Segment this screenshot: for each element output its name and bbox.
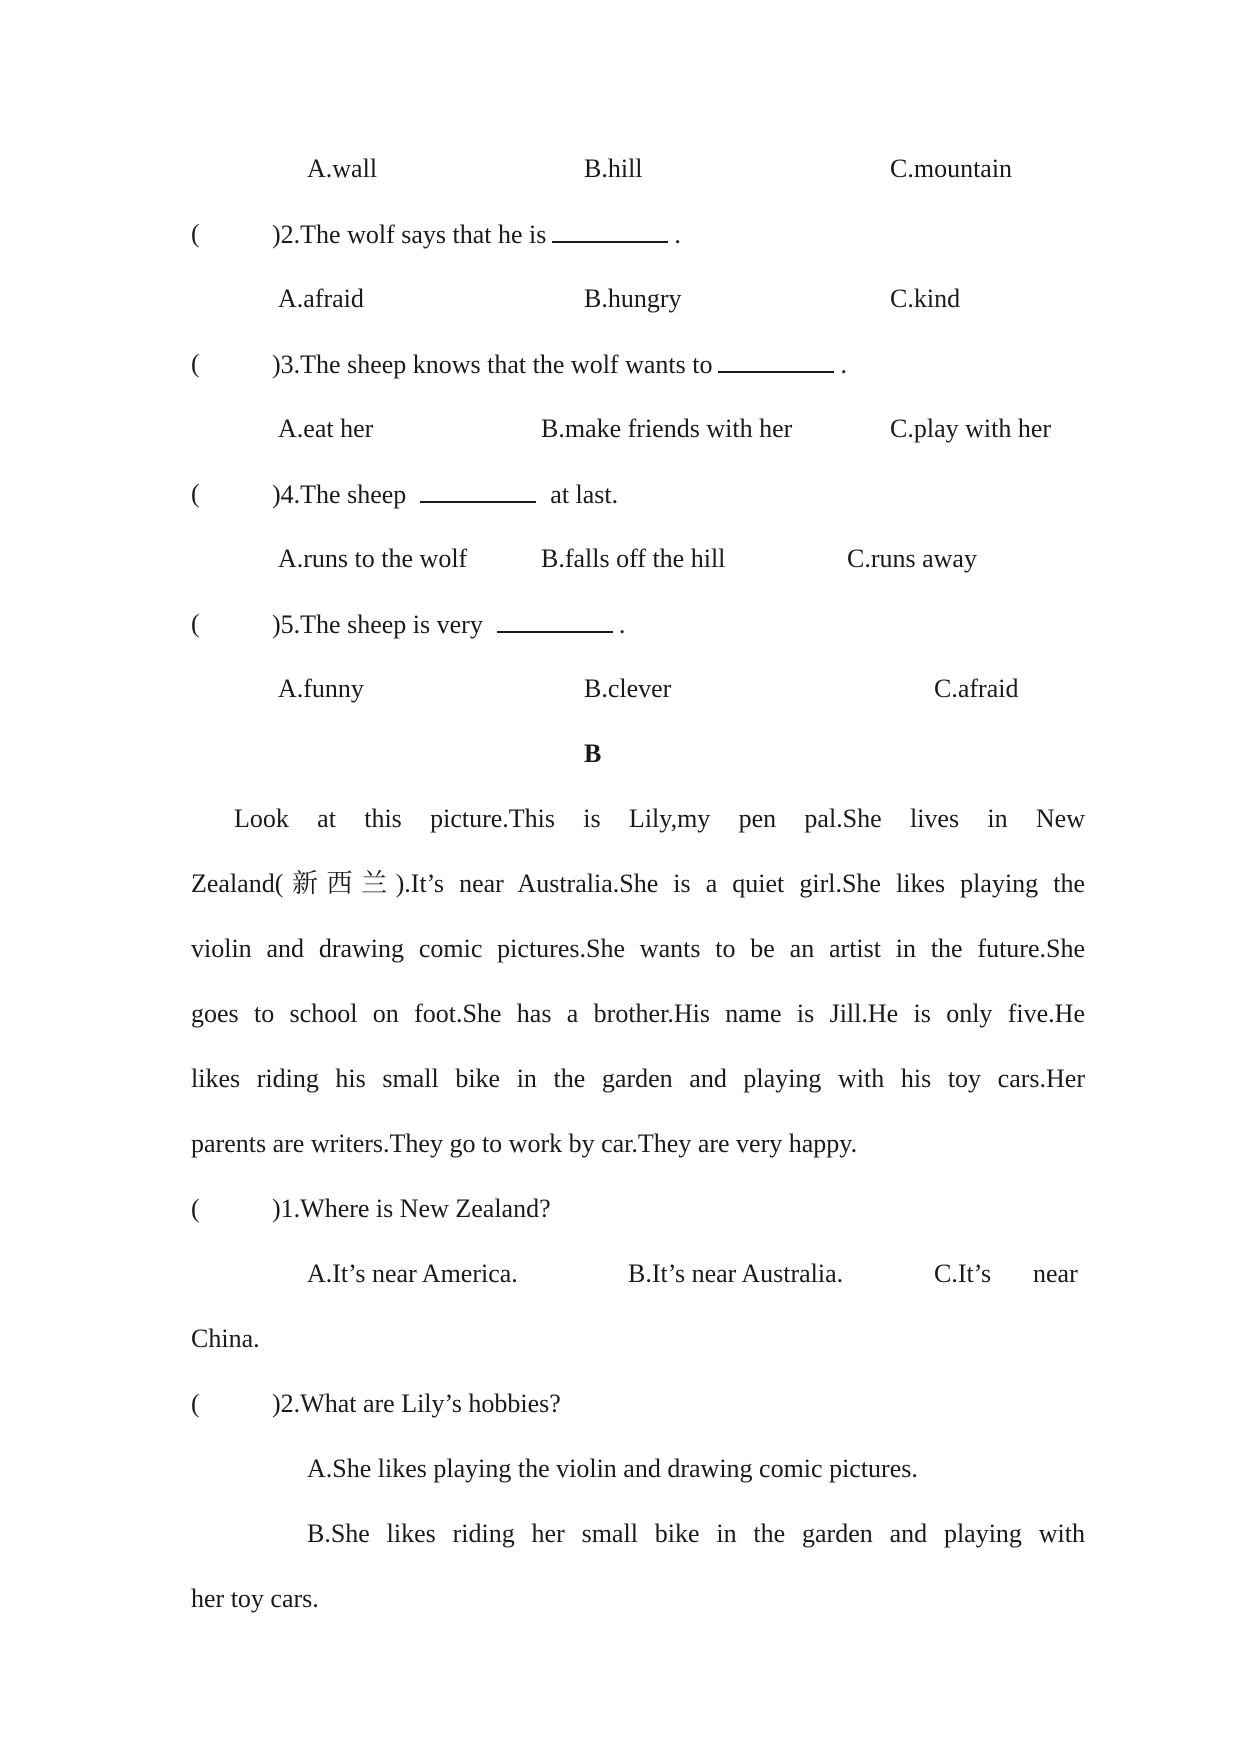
a-q3-option-c: C.play with her	[890, 414, 1052, 443]
a-q2-stem	[272, 219, 681, 250]
a-q3-option-b: B.make friends with her	[541, 414, 793, 443]
section-b-heading: B	[584, 739, 602, 768]
a-q2-option-c: C.kind	[890, 284, 961, 313]
a-q3-stem	[272, 349, 847, 380]
b-q1-option-b: B.It’s near Australia.	[628, 1259, 844, 1288]
b-q1-option-a: A.It’s near America.	[307, 1259, 518, 1288]
a-q5-text: )5.The sheep is very	[272, 610, 483, 639]
a-q3-text: )3.The sheep knows that the wolf wants to	[272, 350, 713, 379]
b-q2-option-b-continued: her toy cars.	[191, 1584, 319, 1613]
a-q3-option-a: A.eat her	[278, 414, 374, 443]
a-q4-text: )4.The sheep	[272, 480, 407, 509]
passage-line-1: Look at this picture.This is Lily,my pen pal.She lives in New	[234, 804, 1085, 833]
a-q4-answer-blank[interactable]	[420, 479, 536, 503]
a-q2-paren: (	[191, 219, 200, 248]
a-q2-option-a: A.afraid	[278, 284, 364, 313]
a-q4-after: at last.	[550, 480, 619, 509]
a-q5-answer-blank[interactable]	[497, 609, 613, 633]
a-q1-option-c: C.mountain	[890, 154, 1013, 183]
a-q5-stem	[272, 609, 625, 640]
a-q2-after: .	[674, 220, 681, 249]
passage-line-2: Zealand(新西兰).It’s near Australia.She is a quiet girl.She likes playing the	[191, 869, 1085, 898]
a-q2-text: )2.The wolf says that he is	[272, 220, 547, 249]
b-q2-paren: (	[191, 1389, 200, 1418]
passage-line-4: goes to school on foot.She has a brother.His name is Jill.He is only five.He	[191, 999, 1085, 1028]
a-q5-option-c: C.afraid	[934, 674, 1019, 703]
a-q2-answer-blank[interactable]	[552, 219, 668, 243]
a-q1-option-b: B.hill	[584, 154, 643, 183]
b-q1-option-c-continued: China.	[191, 1324, 260, 1353]
b-q1-option-c: C.It’s	[934, 1259, 992, 1288]
a-q5-after: .	[618, 610, 626, 639]
a-q4-option-a: A.runs to the wolf	[278, 544, 468, 573]
b-q2-text: )2.What are Lily’s hobbies?	[272, 1389, 561, 1418]
a-q1-option-a: A.wall	[307, 154, 378, 183]
passage-line-3: violin and drawing comic pictures.She wants to be an artist in the future.She	[191, 934, 1085, 963]
a-q5-paren: (	[191, 609, 200, 638]
a-q3-answer-blank[interactable]	[718, 349, 834, 373]
a-q4-stem	[272, 479, 618, 510]
passage-line-5: likes riding his small bike in the garden and playing with his toy cars.Her	[191, 1064, 1085, 1093]
a-q5-option-b: B.clever	[584, 674, 672, 703]
a-q4-option-c: C.runs away	[847, 544, 977, 573]
a-q3-paren: (	[191, 349, 200, 378]
a-q4-option-b: B.falls off the hill	[541, 544, 726, 573]
b-q1-option-c-word: near	[1033, 1259, 1078, 1288]
b-q2-option-a: A.She likes playing the violin and drawing comic pictures.	[307, 1454, 918, 1483]
passage-line-6: parents are writers.They go to work by car.They are very happy.	[191, 1129, 858, 1158]
a-q5-option-a: A.funny	[278, 674, 364, 703]
a-q4-paren: (	[191, 479, 200, 508]
b-q1-text: )1.Where is New Zealand?	[272, 1194, 551, 1223]
b-q2-option-b: B.She likes riding her small bike in the garden and playing with	[307, 1519, 1085, 1548]
a-q3-after: .	[840, 350, 847, 379]
a-q2-option-b: B.hungry	[584, 284, 682, 313]
b-q1-paren: (	[191, 1194, 200, 1223]
